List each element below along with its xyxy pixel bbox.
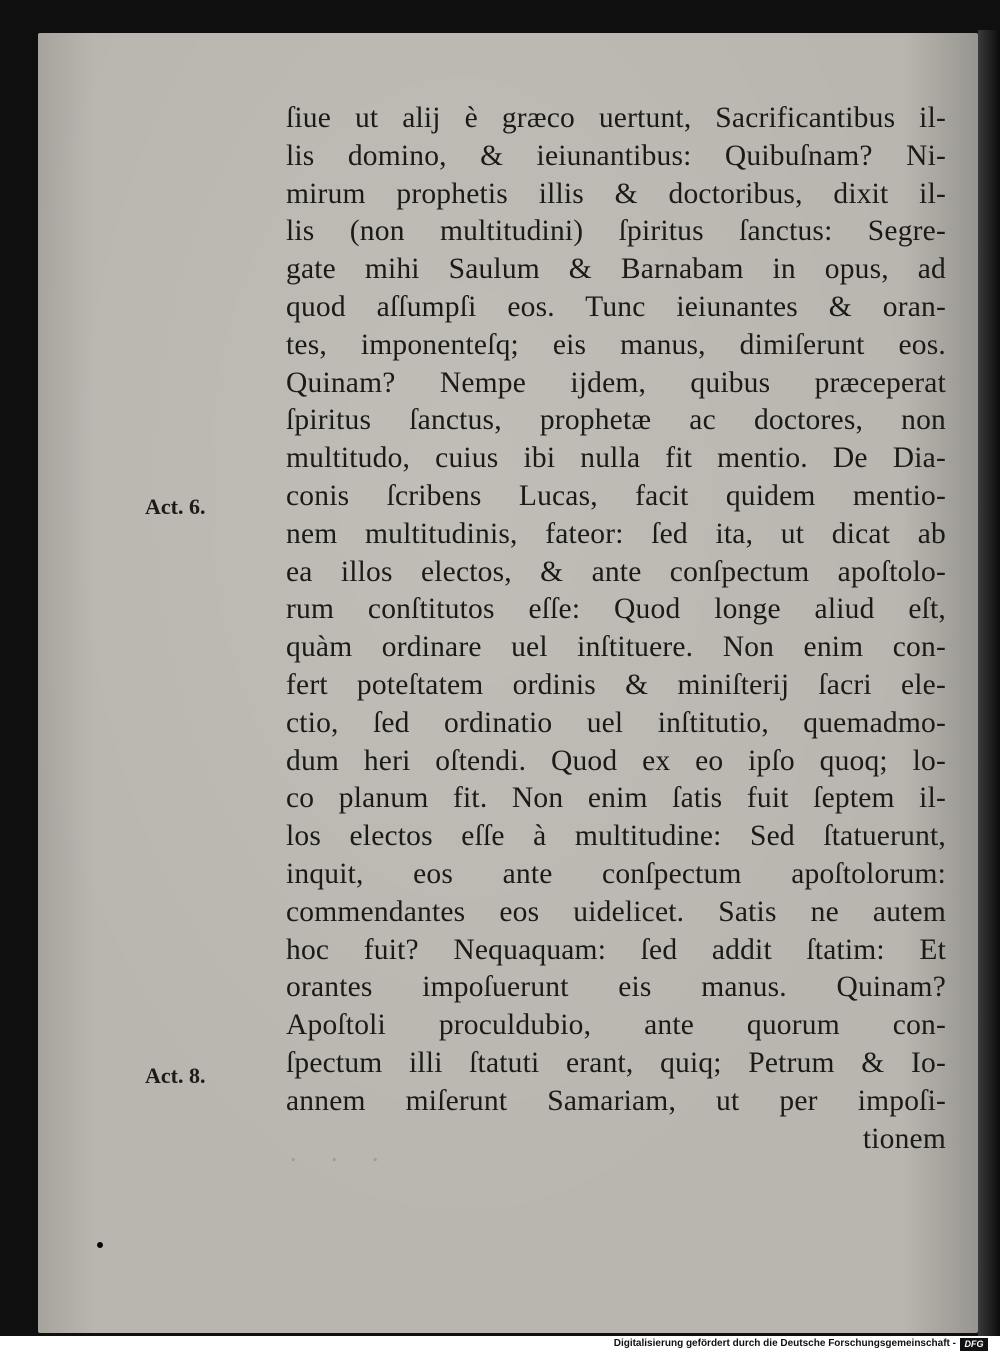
text-line: annem miſerunt Samariam, ut per impoſi- (286, 1084, 946, 1117)
text-line: orantes impoſuerunt eis manus. Quinam? (286, 971, 946, 1004)
text-line: inquit, eos ante conſpectum apoſtolorum: (286, 857, 946, 890)
text-line: quàm ordinare uel inſtituere. Non enim con- (286, 631, 946, 664)
text-line: lis domino, & ieiunantibus: Quibuſnam? Ni- (286, 139, 946, 172)
text-line: gate mihi Saulum & Barnabam in opus, ad (286, 253, 946, 286)
page-edge-shadow (978, 30, 1000, 1336)
text-line: quod aſſumpſi eos. Tunc ieiunantes & oran- (286, 290, 946, 323)
text-line: tes, imponenteſq; eis manus, dimiſerunt eos. (286, 328, 946, 361)
text-line: ſiue ut alij è græco uertunt, Sacrificantibus il- (286, 102, 946, 134)
body-text (286, 100, 946, 1158)
text-line: commendantes eos uidelicet. Satis ne autem (286, 895, 946, 928)
text-line: conis ſcribens Lucas, facit quidem mentio- (286, 479, 946, 512)
margin-note-act-6: Act. 6. (145, 494, 206, 519)
margin-note-act-8: Act. 8. (145, 1063, 206, 1088)
text-line: Apoſtoli proculdubio, ante quorum con- (286, 1009, 946, 1042)
text-line: rum conſtitutos eſſe: Quod longe aliud eſt, (286, 593, 946, 626)
funding-notice: Digitalisierung gefördert durch die Deutsche Forschungsgemeinschaft - (613, 1338, 956, 1349)
text-line: multitudo, cuius ibi nulla fit mentio. De Dia- (286, 442, 946, 475)
show-through-ink: . . . (290, 1138, 393, 1167)
text-line: lis (non multitudini) ſpiritus ſanctus: Segre- (286, 215, 946, 248)
text-line: mirum prophetis illis & doctoribus, dixit il- (286, 177, 946, 210)
text-line: ſpiritus ſanctus, prophetæ ac doctores, non (286, 404, 946, 437)
ink-dot (97, 1242, 103, 1248)
dfg-logo-icon: DFG (960, 1338, 988, 1351)
text-line: nem multitudinis, fateor: ſed ita, ut dicat ab (286, 517, 946, 550)
text-line: hoc fuit? Nequaquam: ſed addit ſtatim: Et (286, 933, 946, 966)
text-line: ea illos electos, & ante conſpectum apoſtolo- (286, 555, 946, 588)
text-line: fert poteſtatem ordinis & miniſterij ſacri ele- (286, 668, 946, 701)
text-line: co planum fit. Non enim ſatis fuit ſeptem il- (286, 782, 946, 815)
text-line: dum heri oſtendi. Quod ex eo ipſo quoq; lo- (286, 744, 946, 777)
catchword: tionem (862, 1122, 946, 1155)
text-line: los electos eſſe à multitudine: Sed ſtatuerunt, (286, 820, 946, 853)
text-line: Quinam? Nempe ijdem, quibus præceperat (286, 366, 946, 399)
text-line: ſpectum illi ſtatuti erant, quiq; Petrum & Io- (286, 1046, 946, 1079)
footer-bar (0, 1336, 1000, 1354)
text-line: ctio, ſed ordinatio uel inſtitutio, quemadmo- (286, 706, 946, 739)
